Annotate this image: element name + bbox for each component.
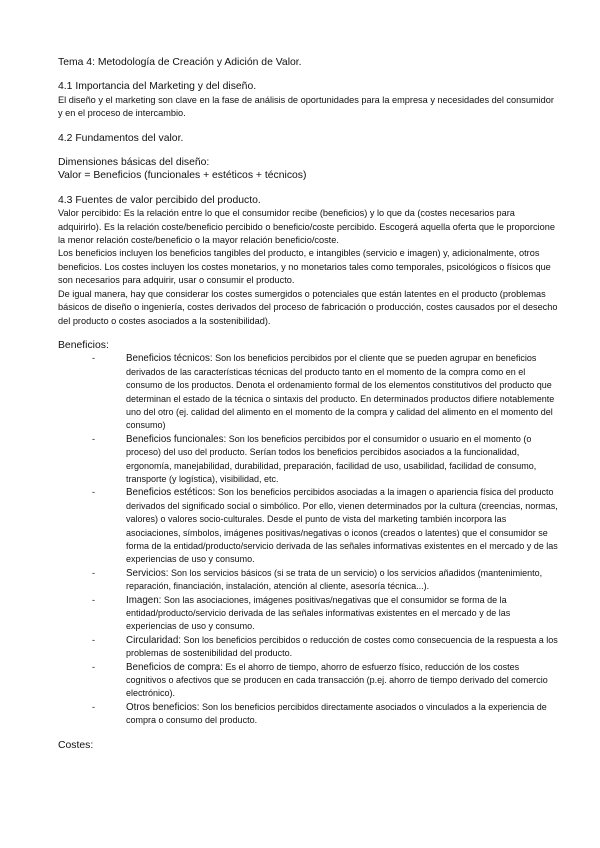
perceived-value-label: Valor percibido: [58, 208, 122, 219]
list-item [92, 701, 560, 728]
benefit-text: Son las asociaciones, imágenes positivas/negativas que el consumidor se forma de la entidad/producto/servicio derivada de las señales informativas existentes en el mercado y de las experiencias de uso y consumo. [126, 594, 511, 632]
benefit-text: Son los beneficios percibidos o reducción de costes como consecuencia de la respuesta a los problemas de sostenibilidad del producto. [126, 634, 558, 659]
benefit-term: Servicios: [126, 567, 169, 579]
benefit-text: Son los servicios básicos (si se trata de un servicio) o los servicios añadidos (mantenimiento, reparación, financiación, instalación, atención al cliente, asesoría técnica...). [126, 567, 543, 592]
perceived-value-text-3: De igual manera, hay que considerar los costes sumergidos o potenciales que están latentes en el producto (problemas básicos de diseño o ingeniería, costes derivados del proceso de fabricación o producción, costes causados por el desecho del producto o costes asociados a la sostenibilidad). [58, 288, 558, 326]
benefit-term: Beneficios técnicos: [126, 353, 213, 365]
benefit-term: Beneficios estéticos: [126, 487, 216, 499]
benefit-text: Son los beneficios percibidos por el cliente que se pueden agrupar en beneficios derivados de las características técnicas del producto tanto en el momento de la compra como en el consumo de los productos. Denota el ordenamiento formal de los elementos constitutivos del producto que determinan el estado de la técnica o sintaxis del producto. En determinados productos difiere notablemente uno del otro (ej. calidad del alimento en el momento de la compra y calidad del alimento en el momento del consumo) [126, 353, 555, 431]
benefits-list [58, 352, 560, 727]
section-importance-title: 4.1 Importancia del Marketing y del diseño. [58, 81, 257, 93]
list-item [92, 634, 560, 661]
section-importance-text: El diseño y el marketing son clave en la fase de análisis de oportunidades para la empresa y necesidades del consumidor y en el proceso de intercambio. [58, 94, 554, 119]
costs-title: Costes: [58, 739, 94, 751]
benefit-term: Imagen: [126, 594, 162, 606]
list-item [92, 486, 560, 566]
section-fundamentals-title: 4.2 Fundamentos del valor. [58, 132, 184, 144]
benefit-term: Beneficios de compra: [126, 661, 223, 673]
list-item [92, 661, 560, 701]
benefit-text: Son los beneficios percibidos asociadas a la imagen o apariencia física del producto derivados del significado social o simbólico. Por ello, vienen determinados por la cultura (creencias, normas, valores) o valores socio-culturales. Desde el punto de vista del marketing también incorpora las asociaciones, símbolos, imágenes positivas/negativas o iconos (creados o latentes) que el consumidor se forma de la entidad/producto/servicio derivada de las señales informativas existentes en el mercado y de las experiencias de uso y consumo. [126, 487, 558, 565]
benefit-text: Es el ahorro de tiempo, ahorro de esfuerzo físico, reducción de los costes cognitivos o afectivos que se producen en cada transacción (p.ej. ahorro de tiempo derivado del comercio electrónico). [126, 661, 548, 699]
perceived-value-paragraph [58, 207, 560, 247]
list-item [92, 352, 560, 432]
benefits-title: Beneficios: [58, 339, 109, 351]
perceived-value-text-1: Es la relación entre lo que el consumidor recibe (beneficios) y lo que da (costes necesarios para adquirirlo). Es la relación coste/beneficio percibido o beneficio/coste percibido. Escogerá aquella oferta que le proporcione la menor relación coste/beneficio o la mayor relación beneficio/coste. [58, 208, 555, 246]
benefit-term: Beneficios funcionales: [126, 433, 227, 445]
list-item [92, 594, 560, 634]
list-item [92, 433, 560, 487]
benefit-text: Son los beneficios percibidos por el consumidor o usuario en el momento (o proceso) del uso del producto. Serían todos los beneficios percibidos asociados a la funcionalidad, ergonomía, manejabilidad, durabilidad, preparación, facilidad de uso, usabilidad, facilidad de consumo, transporte (y logística), visibilidad, etc. [126, 433, 537, 484]
section-sources-title: 4.3 Fuentes de valor percibido del producto. [58, 194, 261, 206]
page-title: Tema 4: Metodología de Creación y Adición de Valor. [58, 57, 302, 68]
benefit-term: Otros beneficios: [126, 701, 200, 713]
perceived-value-text-2: Los beneficios incluyen los beneficios tangibles del producto, e intangibles (servicio e imagen) y, adicionalmente, otros beneficios. Los costes incluyen los costes monetarios, y no monetarios tales como temporales, psicológicos o físicos que son necesarios para adquirir, usar o consumir el producto. [58, 248, 551, 286]
list-item [92, 567, 560, 594]
benefit-term: Circularidad: [126, 634, 181, 646]
dimensions-formula: Valor = Beneficios (funcionales + estéticos + técnicos) [58, 170, 307, 182]
benefit-text: Son los beneficios percibidos directamente asociados o vinculados a la experiencia de compra o consumo del producto. [126, 701, 547, 726]
dimensions-label: Dimensiones básicas del diseño: [58, 157, 210, 169]
